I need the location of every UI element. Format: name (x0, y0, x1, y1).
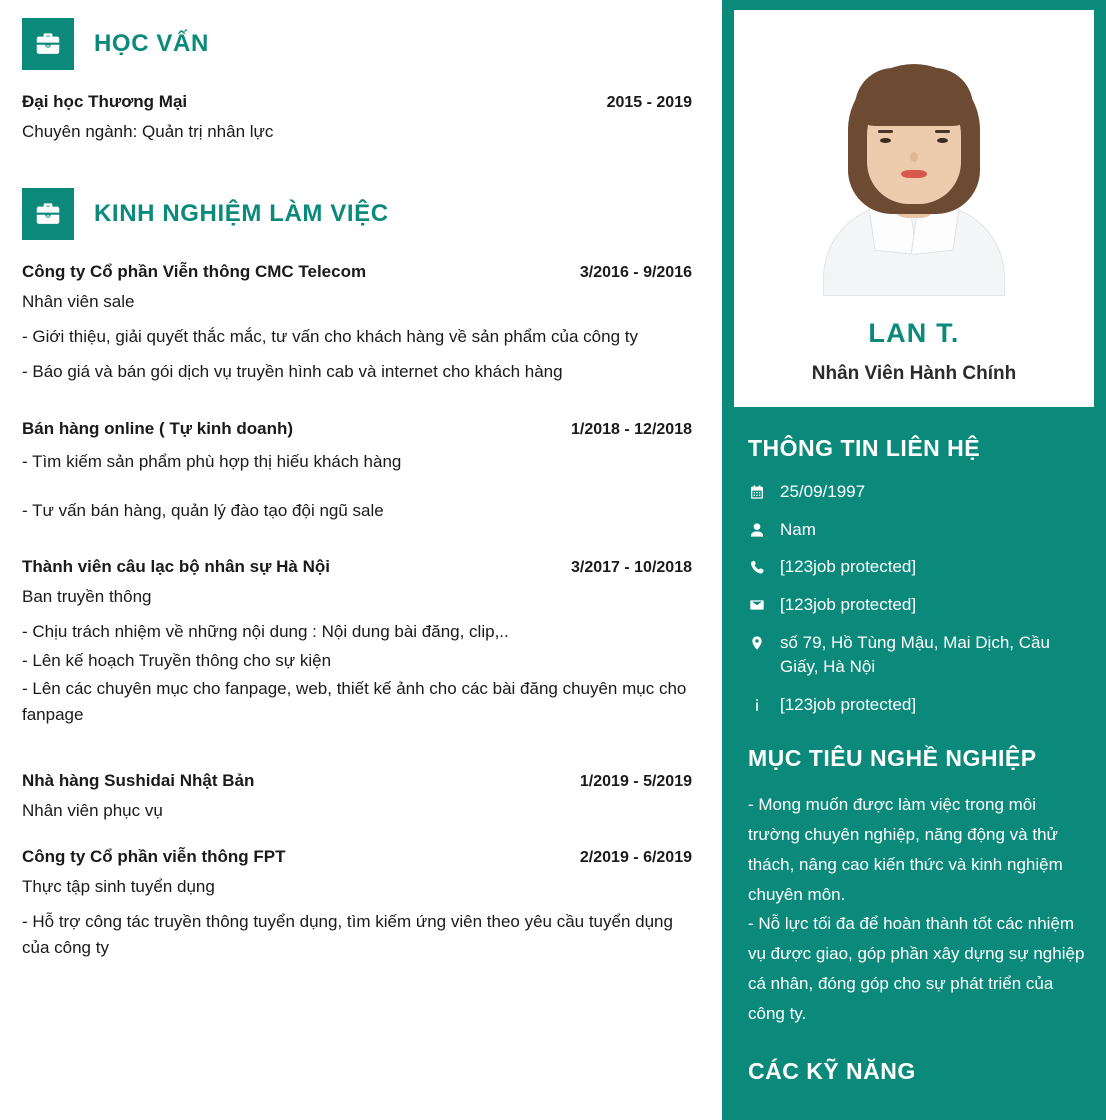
experience-date: 1/2019 - 5/2019 (579, 772, 692, 790)
entry-header-row (22, 847, 692, 867)
skills-section-title: CÁC KỸ NĂNG (748, 1058, 916, 1085)
portrait-brow-left (878, 130, 893, 133)
contact-value-email: [123job protected] (780, 594, 917, 614)
experience-company: Bán hàng online ( Tự kinh doanh) (22, 418, 294, 438)
portrait-illustration (824, 46, 1004, 296)
experience-section-header (22, 188, 692, 240)
experience-bullet: - Báo giá và bán gói dịch vụ truyền hình cab và internet cho khách hàng (22, 362, 563, 382)
experience-bullet: - Giới thiệu, giải quyết thắc mắc, tư vấn cho khách hàng về sản phẩm của công ty (22, 327, 638, 346)
objective-line: - Mong muốn được làm việc trong môi trường chuyên nghiệp, năng động và thử thách, nâng cao kiến thức và kinh nghiệm chuyên môn. (748, 795, 1063, 904)
objective-section-title: MỤC TIÊU NGHỀ NGHIỆP (748, 745, 1037, 772)
candidate-job-title: Nhân Viên Hành Chính (811, 363, 1017, 384)
contact-section (734, 435, 1094, 717)
objective-line: - Nỗ lực tối đa để hoàn thành tốt các nhiệm vụ được giao, góp phần xây dựng sự nghiệp cá nhân, đóng góp cho sự phát triển của công ty. (748, 914, 1085, 1023)
education-section-title: HỌC VẤN (94, 30, 209, 57)
experience-entry (22, 262, 692, 386)
entry-header-row (22, 771, 692, 791)
spacer (22, 733, 692, 771)
experience-date: 2/2019 - 6/2019 (579, 848, 692, 866)
spacer (22, 533, 692, 557)
briefcase-icon (22, 188, 74, 240)
contact-item-address (748, 631, 1086, 680)
entry-header-row (22, 557, 692, 577)
experience-bullet: - Lên các chuyên mục cho fanpage, web, thiết kế ảnh cho các bài đăng chuyên mục cho fanpage (22, 679, 687, 725)
experience-company: Công ty Cổ phần Viễn thông CMC Telecom (22, 262, 367, 281)
spacer (22, 484, 692, 498)
experience-role: Nhân viên phục vụ (22, 800, 163, 820)
entry-header-row (22, 262, 692, 282)
education-entry (22, 92, 692, 142)
contact-item-email[interactable] (748, 593, 1086, 618)
contact-value-birthdate: 25/09/1997 (780, 482, 866, 501)
spacer (22, 833, 692, 847)
education-section-header (22, 18, 692, 70)
envelope-icon (748, 593, 766, 615)
experience-bullet: - Tư vấn bán hàng, quản lý đào tạo đội ngũ sale (22, 501, 384, 521)
sidebar-column (722, 0, 1106, 1120)
experience-date: 3/2016 - 9/2016 (579, 264, 692, 281)
experience-company: Công ty Cổ phần viễn thông FPT (22, 846, 286, 866)
contact-item-phone[interactable] (748, 555, 1086, 580)
contact-item-birthdate (748, 480, 1086, 505)
experience-role: Thực tập sinh tuyển dụng (22, 876, 215, 896)
contact-section-title: THÔNG TIN LIÊN HỆ (748, 435, 981, 461)
objective-section (734, 745, 1094, 1085)
contact-item-info[interactable] (748, 693, 1086, 718)
entry-header-row (22, 419, 692, 439)
experience-entry (22, 771, 692, 821)
experience-entry (22, 847, 692, 962)
experience-date: 3/2017 - 10/2018 (571, 559, 692, 577)
experience-bullet: - Lên kế hoạch Truyền thông cho sự kiện (22, 650, 332, 670)
experience-bullet: - Chịu trách nhiệm về những nội dung : Nội dung bài đăng, clip,.. (22, 622, 509, 642)
phone-icon (748, 555, 766, 577)
experience-role: Nhân viên sale (22, 292, 135, 311)
calendar-icon (748, 480, 766, 502)
experience-company: Nhà hàng Sushidai Nhật Bản (22, 770, 255, 790)
experience-bullet: - Tìm kiếm sản phẩm phù hợp thị hiếu khách hàng (22, 451, 402, 471)
portrait-nose (910, 152, 918, 162)
person-icon (748, 518, 766, 540)
contact-item-gender (748, 518, 1086, 543)
portrait-brow-right (935, 130, 950, 133)
portrait-fringe (855, 68, 973, 126)
experience-date: 1/2018 - 12/2018 (571, 420, 692, 438)
spacer (22, 395, 692, 419)
contact-value-address: số 79, Hồ Tùng Mậu, Mai Dịch, Cầu Giấy, Hà Nội (780, 632, 1050, 677)
experience-entry (22, 557, 692, 728)
education-school: Đại học Thương Mại (22, 92, 188, 111)
briefcase-icon (22, 18, 74, 70)
candidate-name: LAN T. (868, 318, 960, 348)
education-major: Chuyên ngành: Quản trị nhân lực (22, 122, 274, 141)
info-icon (748, 693, 766, 715)
experience-bullet: - Hỗ trợ công tác truyền thông tuyển dụng, tìm kiếm ứng viên theo yêu cầu tuyển dụng của công ty (22, 911, 673, 958)
education-date: 2015 - 2019 (606, 94, 692, 111)
contact-value-gender: Nam (780, 519, 816, 539)
entry-header-row (22, 92, 692, 112)
portrait-eye-right (937, 138, 948, 143)
contact-value-phone: [123job protected] (780, 557, 917, 577)
profile-card (734, 10, 1094, 407)
experience-company: Thành viên câu lạc bộ nhân sự Hà Nội (22, 557, 330, 577)
experience-section-title: KINH NGHIỆM LÀM VIỆC (94, 200, 389, 227)
portrait-eye-left (880, 138, 891, 143)
portrait-mouth (901, 170, 927, 178)
location-pin-icon (748, 631, 766, 653)
experience-entry (22, 419, 692, 525)
avatar (748, 28, 1080, 296)
contact-value-info: [123job protected] (780, 694, 917, 714)
experience-role: Ban truyền thông (22, 587, 152, 607)
